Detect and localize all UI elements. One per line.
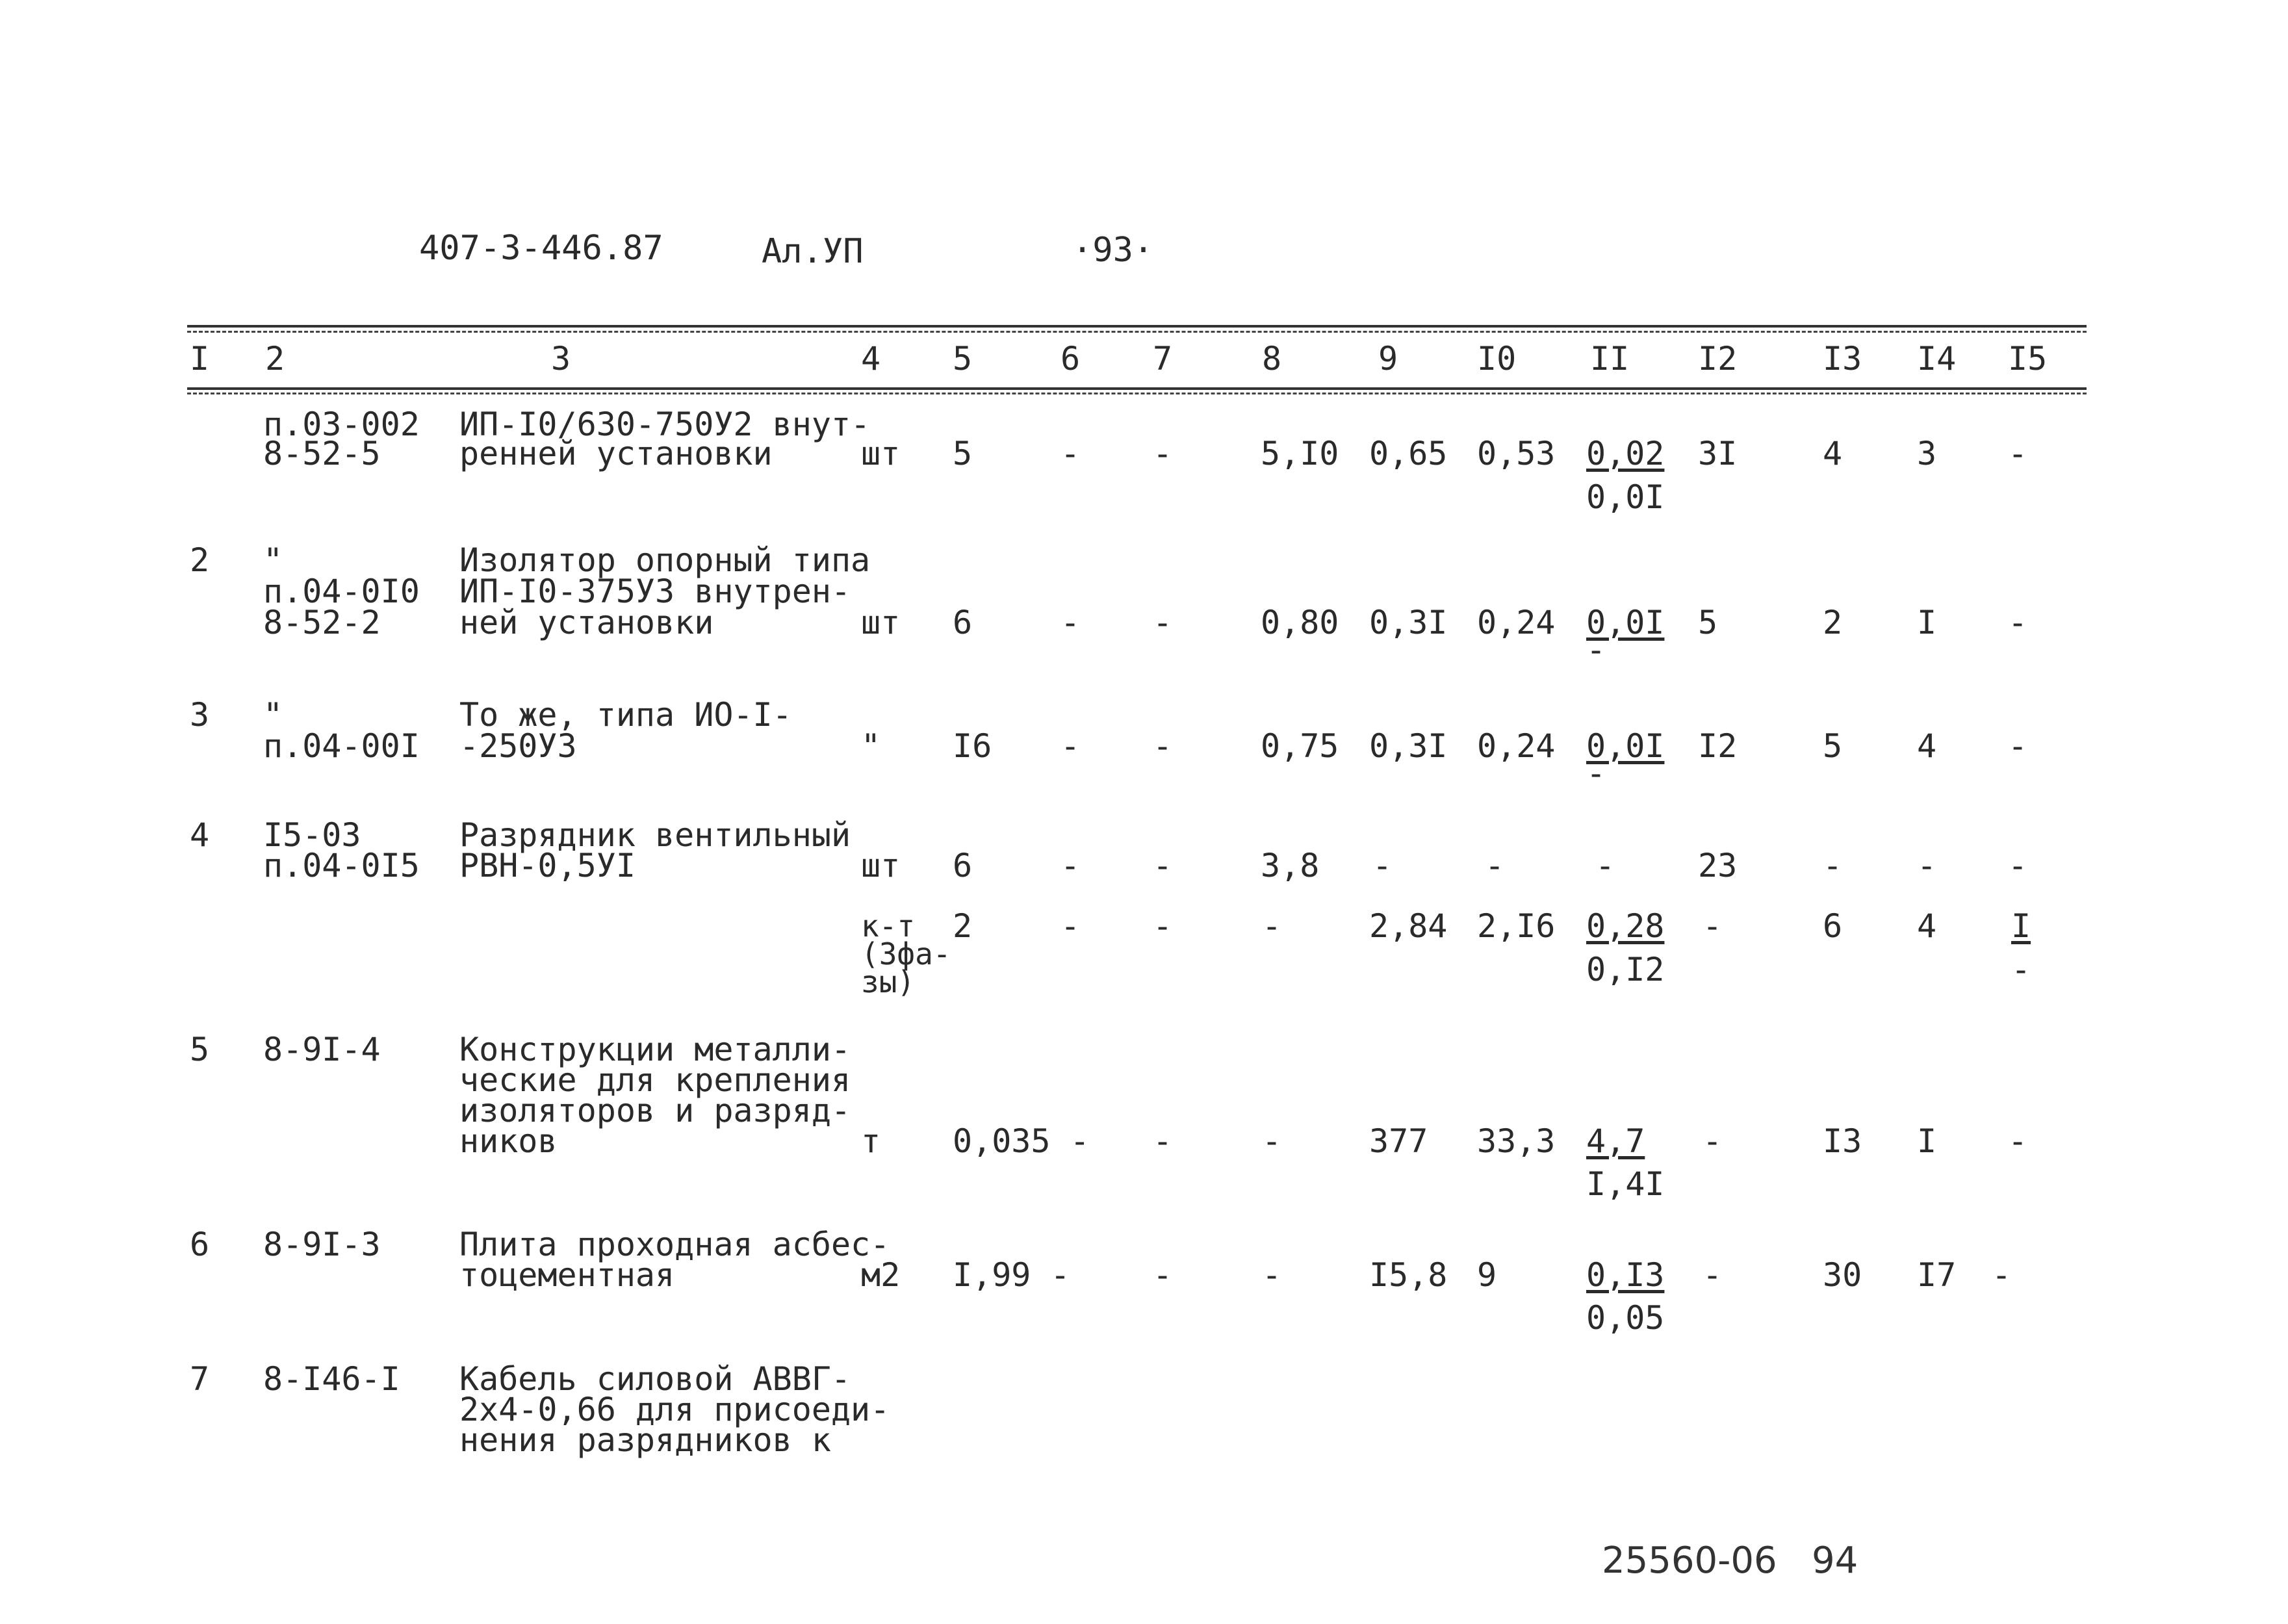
row-col12: -: [1703, 1256, 1723, 1294]
sheet-label: Ал.УП: [762, 232, 864, 271]
row-name-line: ИП-I0/630-750У2 внут-: [459, 406, 871, 443]
row-col12: 5: [1698, 604, 1718, 641]
row-code-line: 8-52-2: [263, 604, 381, 641]
row-unit: шт: [861, 847, 901, 884]
row-name-line: ренней установки: [459, 435, 773, 472]
row-col11: 0,0I: [1586, 604, 1665, 641]
col-header-5: 5: [953, 340, 973, 378]
col-header-1: I: [190, 340, 210, 378]
subrow-unit-line: зы): [861, 964, 916, 999]
row-qty: I,99 -: [953, 1256, 1070, 1294]
row-name-line: нения разрядников к: [459, 1421, 831, 1459]
subrow-unit-line: к-т: [861, 909, 916, 944]
row-col11-lower: -: [1586, 754, 1606, 792]
row-col11: -: [1595, 847, 1615, 884]
row-col12: I2: [1698, 727, 1738, 765]
row-col8: 3,8: [1261, 847, 1320, 884]
row-code-line: п.04-0I0: [263, 573, 420, 610]
row-number: 5: [190, 1031, 210, 1068]
subrow-col13: 6: [1823, 907, 1843, 945]
row-col6: -: [1060, 847, 1081, 884]
row-number: 7: [190, 1360, 210, 1398]
row-col11-lower: 0,05: [1586, 1299, 1665, 1337]
row-col7: -: [1153, 604, 1173, 641]
row-qty: 5: [953, 435, 973, 472]
subrow-col15: I: [2011, 907, 2031, 945]
row-col10: 9: [1477, 1256, 1497, 1294]
row-col6: -: [1060, 727, 1081, 765]
subrow-col11: 0,28: [1586, 907, 1665, 945]
row-col13: 2: [1823, 604, 1843, 641]
row-col14: -: [1917, 847, 1937, 884]
row-col9: I5,8: [1369, 1256, 1448, 1294]
row-col15: -: [2008, 1122, 2028, 1160]
header-bottom-rule-dashed: [187, 393, 2087, 394]
col-header-3: 3: [551, 340, 571, 378]
subrow-col11-lower: 0,I2: [1586, 951, 1665, 988]
col-header-13: I3: [1823, 340, 1862, 378]
col-header-2: 2: [265, 340, 285, 378]
col-header-7: 7: [1153, 340, 1173, 378]
row-name-line: Кабель силовой АВВГ-: [459, 1360, 851, 1398]
row-code-line: ": [263, 541, 283, 579]
row-code-line: п.04-00I: [263, 727, 420, 765]
row-col7: -: [1153, 435, 1173, 472]
row-col9: 0,65: [1369, 435, 1448, 472]
table-top-rule: [187, 325, 2087, 328]
subrow-col6: -: [1060, 907, 1081, 945]
row-col10: 0,24: [1477, 727, 1556, 765]
row-col11: 4,7: [1586, 1122, 1645, 1160]
row-col15: -: [2008, 604, 2028, 641]
row-qty: I6: [953, 727, 992, 765]
row-col10: 33,3: [1477, 1122, 1556, 1160]
col-header-8: 8: [1262, 340, 1282, 378]
row-unit: шт: [861, 604, 901, 641]
row-name-line: Разрядник вентильный: [459, 816, 851, 854]
row-name-line: ней установки: [459, 604, 714, 641]
row-code-line: 8-52-5: [263, 435, 381, 472]
row-code-line: 8-I46-I: [263, 1360, 400, 1398]
row-name-line: То же, типа ИО-I-: [459, 696, 792, 734]
row-unit: ": [861, 727, 881, 765]
row-name-line: тоцементная: [459, 1256, 675, 1294]
row-col6: -: [1060, 435, 1081, 472]
row-col11: 0,0I: [1586, 727, 1665, 765]
subrow-col7: -: [1153, 907, 1173, 945]
col-header-15: I5: [2008, 340, 2048, 378]
row-name-line: Конструкции металли-: [459, 1031, 851, 1068]
document-code: 407-3-446.87: [419, 229, 663, 268]
row-code-line: п.03-002: [263, 406, 420, 443]
row-col7: -: [1153, 1256, 1173, 1294]
col-header-9: 9: [1378, 340, 1398, 378]
row-code-line: ": [263, 696, 283, 734]
row-code-line: 8-9I-3: [263, 1226, 381, 1263]
row-col15: -: [1992, 1256, 2012, 1294]
row-col8: 5,I0: [1261, 435, 1339, 472]
row-col10: 0,53: [1477, 435, 1556, 472]
col-header-6: 6: [1060, 340, 1081, 378]
row-col8: -: [1262, 1122, 1282, 1160]
table-top-rule-dashed: [187, 331, 2087, 333]
row-code-line: п.04-0I5: [263, 847, 420, 884]
col-header-11: II: [1590, 340, 1630, 378]
row-name-line: 2х4-0,66 для присоеди-: [459, 1391, 890, 1428]
subrow-col12: -: [1703, 907, 1723, 945]
row-number: 4: [190, 816, 210, 854]
subrow-col8: -: [1262, 907, 1282, 945]
row-name-line: РВН-0,5УI: [459, 847, 636, 884]
row-name-line: ников: [459, 1122, 558, 1160]
col-header-12: I2: [1698, 340, 1738, 378]
subrow-col15-lower: -: [2011, 951, 2031, 988]
row-number: 2: [190, 541, 210, 579]
row-col14: I: [1917, 604, 1937, 641]
col-header-14: I4: [1917, 340, 1957, 378]
row-col13: I3: [1823, 1122, 1862, 1160]
row-col9: -: [1372, 847, 1393, 884]
header-bottom-rule: [187, 387, 2087, 390]
row-col7: -: [1153, 847, 1173, 884]
row-unit: т: [861, 1122, 881, 1160]
row-col9: 0,3I: [1369, 604, 1448, 641]
handwritten-archive-number: 25560-06 94: [1602, 1540, 1858, 1582]
subrow-col14: 4: [1917, 907, 1937, 945]
row-col11: 0,02: [1586, 435, 1665, 472]
row-col11-lower: -: [1586, 631, 1606, 669]
row-qty: 6: [953, 847, 973, 884]
row-col15: -: [2008, 435, 2028, 472]
row-col12: -: [1703, 1122, 1723, 1160]
page-number: ·93·: [1072, 231, 1154, 270]
subrow-col10: 2,I6: [1477, 907, 1556, 945]
row-col11-lower: 0,0I: [1586, 478, 1665, 516]
row-col7: -: [1153, 727, 1173, 765]
col-header-4: 4: [861, 340, 881, 378]
row-name-line: изоляторов и разряд-: [459, 1092, 851, 1129]
row-col9: 0,3I: [1369, 727, 1448, 765]
row-unit: м2: [861, 1256, 901, 1294]
row-col6: -: [1060, 604, 1081, 641]
row-col14: 4: [1917, 727, 1937, 765]
row-number: 6: [190, 1226, 210, 1263]
row-col12: 23: [1698, 847, 1738, 884]
row-col13: 30: [1823, 1256, 1862, 1294]
row-name-line: Изолятор опорный типа: [459, 541, 871, 579]
row-code-line: 8-9I-4: [263, 1031, 381, 1068]
row-col13: -: [1823, 847, 1843, 884]
subrow-unit-line: (3фа-: [861, 936, 951, 972]
row-code-line: I5-03: [263, 816, 361, 854]
row-col12: 3I: [1698, 435, 1738, 472]
row-col10: -: [1485, 847, 1505, 884]
row-qty: 6: [953, 604, 973, 641]
row-col8: 0,75: [1261, 727, 1339, 765]
row-col14: I: [1917, 1122, 1937, 1160]
row-col13: 4: [1823, 435, 1843, 472]
row-col11-lower: I,4I: [1586, 1165, 1665, 1203]
col-header-10: I0: [1477, 340, 1517, 378]
row-unit: шт: [861, 435, 901, 472]
row-name-line: ческие для крепления: [459, 1061, 851, 1099]
row-col15: -: [2008, 847, 2028, 884]
row-number: 3: [190, 696, 210, 734]
row-col10: 0,24: [1477, 604, 1556, 641]
row-col15: -: [2008, 727, 2028, 765]
row-col14: I7: [1917, 1256, 1957, 1294]
row-col8: 0,80: [1261, 604, 1339, 641]
row-col8: -: [1262, 1256, 1282, 1294]
row-col7: -: [1153, 1122, 1173, 1160]
subrow-col9: 2,84: [1369, 907, 1448, 945]
subrow-qty: 2: [953, 907, 973, 945]
row-col14: 3: [1917, 435, 1937, 472]
row-name-line: Плита проходная асбес-: [459, 1226, 890, 1263]
row-name-line: -250У3: [459, 727, 577, 765]
row-col13: 5: [1823, 727, 1843, 765]
row-col9: 377: [1369, 1122, 1428, 1160]
row-col11: 0,I3: [1586, 1256, 1665, 1294]
row-qty: 0,035 -: [953, 1122, 1090, 1160]
row-name-line: ИП-I0-375У3 внутрен-: [459, 573, 851, 610]
